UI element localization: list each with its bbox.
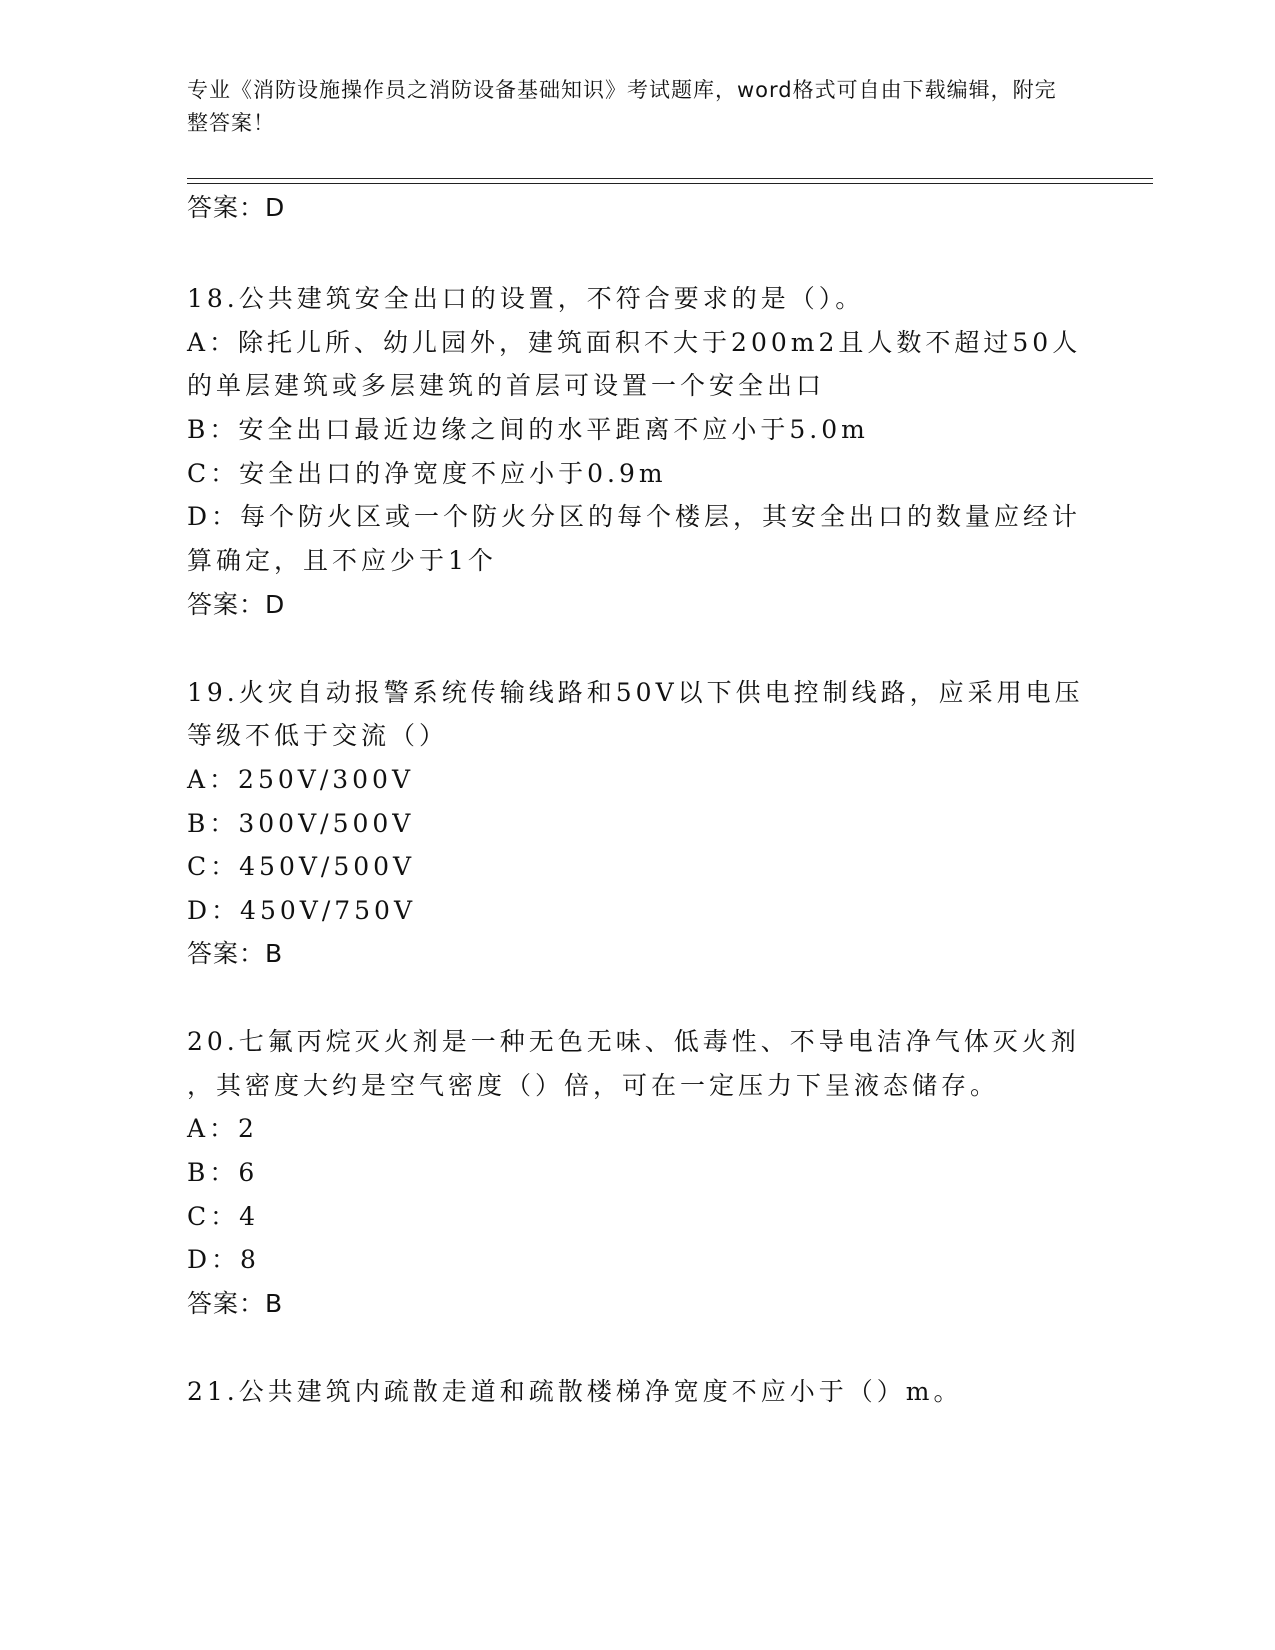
question-19-stem-line1: 19.火灾自动报警系统传输线路和50V以下供电控制线路，应采用电压 bbox=[187, 678, 1084, 707]
document-header: 专业《消防设施操作员之消防设备基础知识》考试题库，word格式可自由下载编辑，附完整答案！ bbox=[187, 78, 1057, 135]
question-19-answer: 答案：B bbox=[187, 939, 284, 968]
question-20-stem-line1: 20.七氟丙烷灭火剂是一种无色无味、低毒性、不导电洁净气体灭火剂 bbox=[187, 1027, 1080, 1056]
question-19-option-b: B：300V/500V bbox=[187, 809, 415, 838]
question-18-stem: 18.公共建筑安全出口的设置，不符合要求的是（）。 bbox=[187, 284, 865, 313]
question-18-option-a-line1: A：除托儿所、幼儿园外，建筑面积不大于200m2且人数不超过50人 bbox=[187, 328, 1082, 357]
header-rule-bottom bbox=[187, 183, 1153, 184]
question-20-option-d: D：8 bbox=[187, 1245, 260, 1274]
question-18-answer: 答案：D bbox=[187, 590, 286, 619]
question-19-option-d: D：450V/750V bbox=[187, 896, 417, 925]
question-20-option-b: B：6 bbox=[187, 1158, 259, 1187]
answer-previous: 答案：D bbox=[187, 193, 286, 222]
question-19-option-a: A：250V/300V bbox=[187, 765, 415, 794]
question-20-answer: 答案：B bbox=[187, 1289, 284, 1318]
header-rule-top bbox=[187, 178, 1153, 179]
question-21-stem: 21.公共建筑内疏散走道和疏散楼梯净宽度不应小于（）m。 bbox=[187, 1377, 963, 1406]
question-20-option-a: A：2 bbox=[187, 1114, 258, 1143]
question-18-option-a-line2: 的单层建筑或多层建筑的首层可设置一个安全出口 bbox=[187, 371, 826, 400]
question-18-option-c: C：安全出口的净宽度不应小于0.9m bbox=[187, 459, 667, 488]
question-18-option-d-line2: 算确定，且不应少于1个 bbox=[187, 546, 497, 575]
question-18-option-d-line1: D：每个防火区或一个防火分区的每个楼层，其安全出口的数量应经计 bbox=[187, 502, 1082, 531]
question-19-stem-line2: 等级不低于交流（） bbox=[187, 721, 449, 750]
question-20-stem-line2: ，其密度大约是空气密度（）倍，可在一定压力下呈液态储存。 bbox=[187, 1071, 1000, 1100]
question-18-option-b: B：安全出口最近边缘之间的水平距离不应小于5.0m bbox=[187, 415, 869, 444]
question-19-option-c: C：450V/500V bbox=[187, 852, 416, 881]
question-20-option-c: C：4 bbox=[187, 1202, 260, 1231]
